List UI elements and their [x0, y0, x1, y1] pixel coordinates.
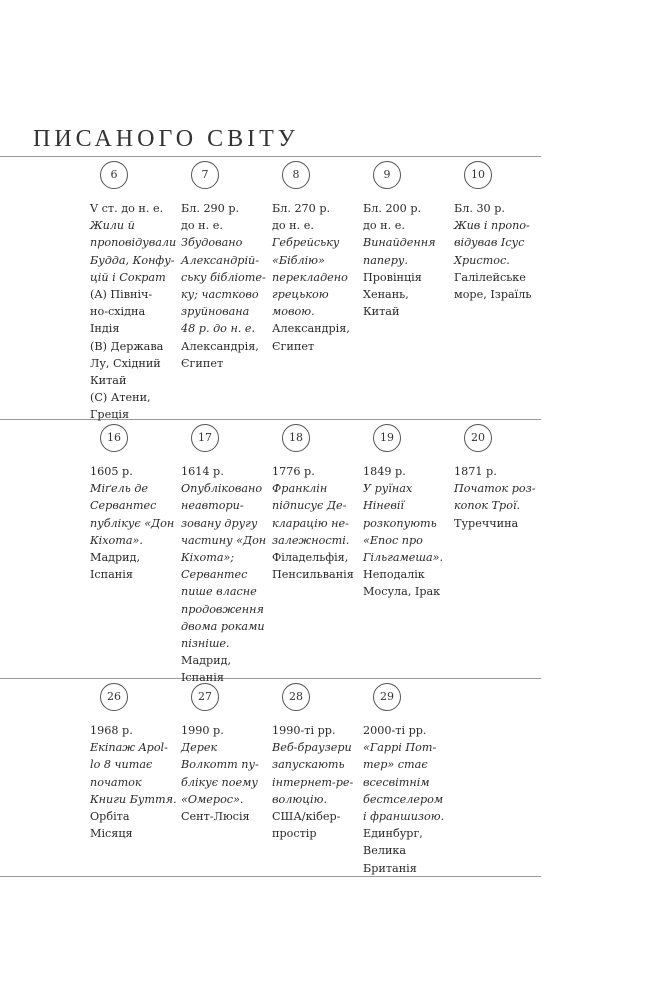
entry-event-line: Книги Буття. [90, 792, 177, 806]
entry-event-line: неавтори- [181, 499, 244, 513]
entry-event-line: початок [90, 775, 142, 789]
entry-info-line: (B) Держава [90, 339, 164, 353]
entry-number-badge: 16 [100, 424, 128, 452]
entry-info-line: море, Ізраїль [454, 288, 532, 302]
entry-event-line: У руїнах [363, 482, 413, 496]
entry-event-line: бестселером [363, 792, 444, 806]
entry-event-line: грецькою [272, 288, 329, 302]
entry-event-line: зруйнована [181, 305, 250, 319]
entry-number-badge: 7 [191, 161, 219, 189]
entry-number-badge: 9 [373, 161, 401, 189]
entry-info-line: 1871 р. [454, 465, 497, 478]
entry-event-line: 48 р. до н. е. [181, 322, 256, 336]
entry-info-line: V ст. до н. е. [90, 202, 164, 215]
entry-info-line: до н. е. [181, 219, 223, 233]
entry-info-line: Бл. 200 р. [363, 202, 422, 215]
entry-event-line: Кіхота». [90, 533, 143, 547]
entry-event-line: відував Ісус [454, 236, 525, 250]
entry-info-line: 2000-ті рр. [363, 724, 427, 737]
timeline-entry [363, 424, 451, 601]
timeline-entry [272, 424, 360, 583]
entry-event-line: Збудовано [181, 236, 243, 250]
entry-event-line: залежності. [272, 533, 350, 547]
entry-info-line: но-східна [90, 305, 146, 319]
timeline-entry [454, 161, 542, 303]
entry-info-line: (A) Північ- [90, 288, 153, 302]
entry-event-line: Александрій- [181, 253, 260, 267]
entry-info-line: 1968 р. [90, 724, 133, 737]
entry-info-line: Туреччина [454, 516, 519, 530]
entry-event-line: паперу. [363, 253, 408, 267]
timeline-entry [90, 424, 178, 583]
entry-number-badge: 20 [464, 424, 492, 452]
entry-event-line: копок Трої. [454, 499, 521, 513]
entry-info-line: Мадрид, [90, 551, 141, 565]
entry-event-line: Винайдення [363, 236, 436, 250]
entry-event-line: Гебрейську [272, 236, 340, 250]
entry-text [454, 200, 542, 303]
timeline-entry [181, 683, 269, 825]
entry-text [363, 200, 451, 320]
entry-info-line: 1990 р. [181, 724, 224, 737]
entry-info-line: Бл. 270 р. [272, 202, 331, 215]
entry-text [181, 200, 269, 372]
entry-number-badge: 26 [100, 683, 128, 711]
entry-info-line: до н. е. [272, 219, 314, 233]
timeline-entry [181, 424, 269, 687]
entry-event-line: «Гаррі Пот- [363, 741, 437, 755]
entry-info-line: Китай [90, 374, 127, 388]
entry-event-line: двома роками [181, 619, 265, 633]
entry-event-line: Сервантес [181, 568, 248, 582]
entry-number-badge: 28 [282, 683, 310, 711]
entry-number-badge: 10 [464, 161, 492, 189]
entry-text [272, 722, 360, 842]
entry-text [272, 200, 360, 355]
entry-number-badge: 17 [191, 424, 219, 452]
entry-event-line: Міґель де [90, 482, 149, 496]
entry-event-line: ку; частково [181, 288, 259, 302]
entry-number-badge: 27 [191, 683, 219, 711]
entry-info-line: 1614 р. [181, 465, 224, 478]
entry-text [363, 722, 451, 877]
entry-text [272, 463, 360, 583]
entry-event-line: Франклін [272, 482, 328, 496]
entry-info-line: Александрія, [272, 322, 350, 336]
entry-info-line: Сент-Люсія [181, 810, 250, 824]
entry-number-badge: 18 [282, 424, 310, 452]
entry-event-line: Гільгамеша». [363, 551, 444, 565]
entry-event-line: зовану другу [181, 516, 258, 530]
entry-info-line: 1990-ті рр. [272, 724, 336, 737]
entry-number-badge: 19 [373, 424, 401, 452]
divider-top [0, 156, 541, 157]
entry-info-line: Лу, Східний [90, 356, 161, 370]
entry-text [181, 463, 269, 687]
entry-info-line: 1776 р. [272, 465, 315, 478]
entry-event-line: всесвітнім [363, 775, 430, 789]
entry-event-line: тер» стає [363, 758, 428, 772]
entry-event-line: пише власне [181, 585, 257, 599]
entry-info-line: Бл. 290 р. [181, 202, 240, 215]
entry-info-line: 1849 р. [363, 465, 406, 478]
entry-event-line: Сервантес [90, 499, 157, 513]
entry-event-line: продовження [181, 602, 264, 616]
entry-info-line: Місяця [90, 827, 133, 841]
entry-text [363, 463, 451, 601]
entry-info-line: Велика [363, 844, 407, 858]
divider-row-2 [0, 678, 541, 679]
entry-info-line: Іспанія [90, 568, 133, 582]
timeline-entry [272, 161, 360, 355]
divider-row-1 [0, 419, 541, 420]
entry-text [90, 463, 178, 583]
entry-info-line: Орбіта [90, 810, 130, 824]
entry-info-line: Китай [363, 305, 400, 319]
entry-info-line: Провінція [363, 270, 422, 284]
entry-event-line: і франшизою. [363, 810, 445, 824]
entry-info-line: до н. е. [363, 219, 405, 233]
entry-event-line: Жив і пропо- [454, 219, 530, 233]
entry-info-line: 1605 р. [90, 465, 133, 478]
entry-number-badge: 29 [373, 683, 401, 711]
entry-info-line: Мадрид, [181, 654, 232, 668]
entry-info-line: Галілейське [454, 270, 526, 284]
timeline-entry [90, 683, 178, 842]
entry-event-line: кларацію не- [272, 516, 349, 530]
entry-info-line: Греція [90, 408, 130, 422]
entry-event-line: підписує Де- [272, 499, 347, 513]
entry-info-line: простір [272, 827, 317, 841]
entry-text [90, 722, 178, 842]
entry-event-line: блікує поему [181, 775, 258, 789]
page-heading: ПИСАНОГО СВІТУ [33, 126, 299, 152]
entry-info-line: Філадельфія, [272, 551, 349, 565]
timeline-entry [363, 161, 451, 320]
entry-event-line: Жили й [90, 219, 135, 233]
entry-info-line: Британія [363, 861, 417, 875]
entry-event-line: інтернет-ре- [272, 775, 354, 789]
entry-text [181, 722, 269, 825]
entry-event-line: частину «Дон [181, 533, 267, 547]
entry-info-line: Александрія, [181, 339, 259, 353]
entry-event-line: «Біблію» [272, 253, 325, 267]
entry-info-line: Единбург, [363, 827, 423, 841]
entry-event-line: Волкотт пу- [181, 758, 259, 772]
entry-event-line: Ніневії [363, 499, 404, 513]
entry-event-line: «Епос про [363, 533, 423, 547]
entry-event-line: запускають [272, 758, 345, 772]
entry-event-line: Екіпаж Apol- [90, 741, 168, 755]
entry-event-line: пізніше. [181, 637, 230, 651]
timeline-entry [181, 161, 269, 372]
entry-event-line: волюцію. [272, 792, 328, 806]
entry-event-line: цій і Сократ [90, 270, 166, 284]
entry-info-line: Хенань, [363, 288, 409, 302]
entry-text [90, 200, 178, 424]
divider-bottom [0, 876, 541, 877]
entry-event-line: Початок роз- [454, 482, 536, 496]
entry-info-line: Бл. 30 р. [454, 202, 505, 215]
entry-text [454, 463, 542, 532]
entry-info-line: Індія [90, 322, 120, 336]
entry-info-line: Неподалік [363, 568, 425, 582]
entry-info-line: (C) Атени, [90, 391, 151, 405]
entry-event-line: lo 8 читає [90, 758, 153, 772]
entry-info-line: Іспанія [181, 671, 224, 685]
entry-event-line: Дерек [181, 741, 218, 755]
entry-event-line: розкопують [363, 516, 437, 530]
timeline-entry [454, 424, 542, 532]
entry-event-line: ську бібліоте- [181, 270, 266, 284]
entry-number-badge: 6 [100, 161, 128, 189]
entry-event-line: Веб-браузери [272, 741, 352, 755]
entry-info-line: Єгипет [272, 339, 315, 353]
timeline-entry [272, 683, 360, 842]
entry-event-line: публікує «Дон [90, 516, 175, 530]
entry-event-line: Будда, Конфу- [90, 253, 175, 267]
timeline-entry [90, 161, 178, 424]
entry-event-line: «Омерос». [181, 792, 244, 806]
entry-event-line: перекладено [272, 270, 348, 284]
entry-info-line: США/кібер- [272, 810, 341, 824]
entry-event-line: Христос. [454, 253, 510, 267]
timeline-entry [363, 683, 451, 877]
entry-event-line: проповідували [90, 236, 177, 250]
entry-info-line: Єгипет [181, 356, 224, 370]
entry-info-line: Пенсильванія [272, 568, 354, 582]
entry-info-line: Мосула, Ірак [363, 585, 441, 599]
entry-number-badge: 8 [282, 161, 310, 189]
entry-event-line: мовою. [272, 305, 315, 319]
entry-event-line: Опубліковано [181, 482, 263, 496]
entry-event-line: Кіхота»; [181, 551, 235, 565]
